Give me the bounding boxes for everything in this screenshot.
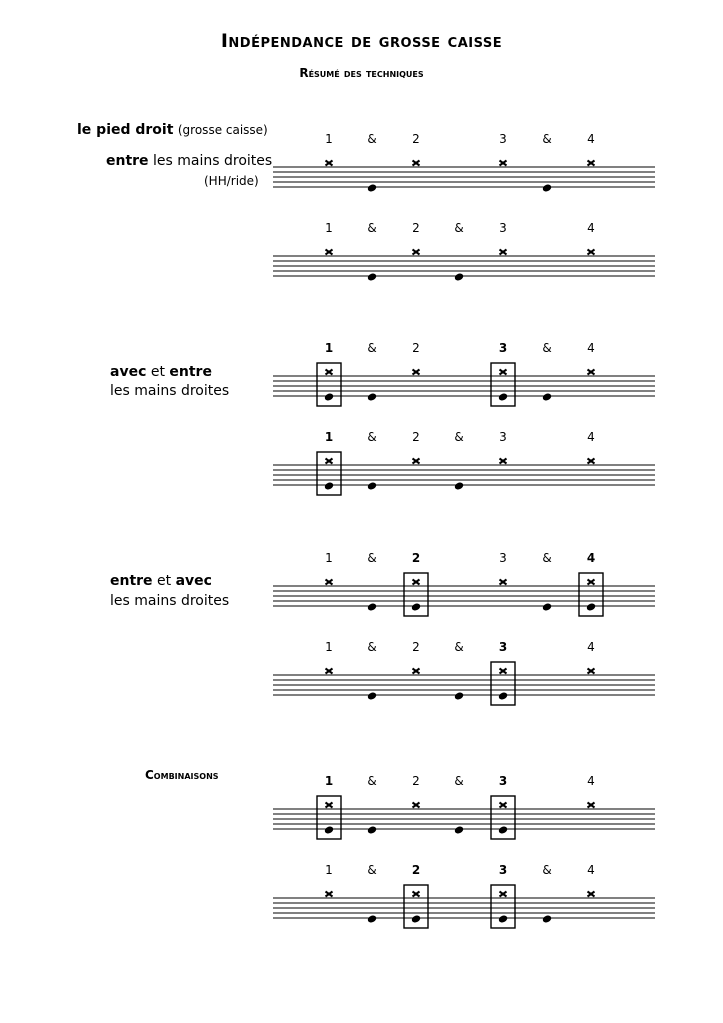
count-label: 4 bbox=[587, 132, 595, 146]
bassdrum-note bbox=[367, 825, 378, 835]
count-label: & bbox=[542, 341, 552, 355]
hihat-note bbox=[500, 459, 507, 464]
bassdrum-note bbox=[454, 481, 465, 491]
count-label: 1 bbox=[325, 221, 333, 235]
bassdrum-note bbox=[367, 183, 378, 193]
section2-mid: et bbox=[146, 364, 170, 380]
count-label: 3 bbox=[498, 341, 508, 355]
bassdrum-note bbox=[367, 392, 378, 402]
count-label: 4 bbox=[586, 551, 596, 565]
section3-bold-a: entre bbox=[110, 573, 153, 589]
hihat-note bbox=[413, 669, 420, 674]
count-label: 3 bbox=[499, 221, 507, 235]
hihat-note bbox=[326, 161, 333, 166]
hihat-note bbox=[326, 250, 333, 255]
hihat-note bbox=[413, 892, 420, 897]
section1-sub-rest: les mains droites bbox=[148, 153, 273, 169]
count-label: 1 bbox=[325, 132, 333, 146]
count-label: 2 bbox=[411, 551, 421, 565]
count-label: & bbox=[454, 640, 464, 654]
hihat-note bbox=[588, 250, 595, 255]
count-label: 2 bbox=[412, 341, 420, 355]
hihat-note bbox=[500, 370, 507, 375]
hihat-note bbox=[326, 892, 333, 897]
count-label: 1 bbox=[325, 640, 333, 654]
count-label: 2 bbox=[412, 774, 420, 788]
count-label: 3 bbox=[498, 774, 508, 788]
bassdrum-note bbox=[324, 481, 335, 491]
bassdrum-note bbox=[367, 914, 378, 924]
bassdrum-note bbox=[542, 183, 553, 193]
count-label: & bbox=[367, 132, 377, 146]
hihat-note bbox=[588, 161, 595, 166]
hihat-note bbox=[500, 161, 507, 166]
count-label: & bbox=[367, 551, 377, 565]
bassdrum-note bbox=[586, 602, 597, 612]
bassdrum-note bbox=[542, 392, 553, 402]
count-label: 4 bbox=[587, 221, 595, 235]
page-title: Indépendance de grosse caisse bbox=[220, 30, 503, 52]
hihat-note bbox=[413, 803, 420, 808]
hihat-note bbox=[326, 669, 333, 674]
count-label: 3 bbox=[498, 640, 508, 654]
count-label: 3 bbox=[498, 863, 508, 877]
section3-line2: les mains droites bbox=[110, 593, 230, 609]
section2-line2: les mains droites bbox=[110, 383, 230, 399]
bassdrum-note bbox=[542, 914, 553, 924]
count-label: & bbox=[542, 551, 552, 565]
hihat-note bbox=[588, 803, 595, 808]
hihat-note bbox=[588, 370, 595, 375]
bassdrum-note bbox=[498, 825, 509, 835]
bassdrum-note bbox=[367, 691, 378, 701]
section1-sub2: (HH/ride) bbox=[204, 174, 259, 188]
count-label: 2 bbox=[412, 430, 420, 444]
count-label: 2 bbox=[412, 132, 420, 146]
hihat-note bbox=[326, 370, 333, 375]
bassdrum-note bbox=[367, 272, 378, 282]
count-label: 4 bbox=[587, 863, 595, 877]
bassdrum-note bbox=[498, 392, 509, 402]
count-label: 2 bbox=[412, 221, 420, 235]
combinaisons-heading: Combinaisons bbox=[145, 768, 219, 782]
count-label: & bbox=[542, 863, 552, 877]
hihat-note bbox=[326, 803, 333, 808]
count-label: & bbox=[367, 430, 377, 444]
count-label: & bbox=[367, 863, 377, 877]
count-label: & bbox=[367, 341, 377, 355]
count-label: & bbox=[367, 774, 377, 788]
section2-bold-b: entre bbox=[169, 364, 212, 380]
count-label: 1 bbox=[324, 774, 334, 788]
bassdrum-note bbox=[324, 392, 335, 402]
bassdrum-note bbox=[411, 602, 422, 612]
bassdrum-note bbox=[411, 914, 422, 924]
bassdrum-note bbox=[454, 691, 465, 701]
hihat-note bbox=[413, 459, 420, 464]
section1-sub-bold: entre bbox=[106, 153, 149, 169]
bassdrum-note bbox=[498, 691, 509, 701]
hihat-note bbox=[413, 580, 420, 585]
bassdrum-note bbox=[324, 825, 335, 835]
bassdrum-note bbox=[498, 914, 509, 924]
bassdrum-note bbox=[454, 272, 465, 282]
bassdrum-note bbox=[367, 602, 378, 612]
count-label: & bbox=[454, 221, 464, 235]
section3-bold-b: avec bbox=[175, 573, 212, 589]
count-label: 1 bbox=[324, 341, 334, 355]
bassdrum-note bbox=[367, 481, 378, 491]
count-label: 1 bbox=[324, 430, 334, 444]
count-label: 1 bbox=[325, 551, 333, 565]
count-label: & bbox=[542, 132, 552, 146]
section3-mid: et bbox=[152, 573, 176, 589]
hihat-note bbox=[413, 370, 420, 375]
hihat-note bbox=[413, 161, 420, 166]
hihat-note bbox=[588, 580, 595, 585]
count-label: 4 bbox=[587, 640, 595, 654]
hihat-note bbox=[588, 892, 595, 897]
count-label: 2 bbox=[411, 863, 421, 877]
count-label: 3 bbox=[499, 430, 507, 444]
count-label: 3 bbox=[499, 551, 507, 565]
count-label: & bbox=[454, 430, 464, 444]
hihat-note bbox=[500, 250, 507, 255]
count-label: 1 bbox=[325, 863, 333, 877]
hihat-note bbox=[413, 250, 420, 255]
hihat-note bbox=[588, 459, 595, 464]
count-label: 4 bbox=[587, 774, 595, 788]
bassdrum-note bbox=[542, 602, 553, 612]
hihat-note bbox=[500, 803, 507, 808]
count-label: 2 bbox=[412, 640, 420, 654]
hihat-note bbox=[326, 459, 333, 464]
bassdrum-note bbox=[454, 825, 465, 835]
hihat-note bbox=[326, 580, 333, 585]
count-label: 4 bbox=[587, 341, 595, 355]
count-label: 3 bbox=[499, 132, 507, 146]
hihat-note bbox=[500, 580, 507, 585]
count-label: & bbox=[367, 221, 377, 235]
hihat-note bbox=[588, 669, 595, 674]
section2-bold-a: avec bbox=[110, 364, 147, 380]
section1-rest: (grosse caisse) bbox=[177, 123, 268, 137]
hihat-note bbox=[500, 892, 507, 897]
page-subtitle: Résumé des techniques bbox=[299, 66, 424, 80]
count-label: & bbox=[454, 774, 464, 788]
count-label: 4 bbox=[587, 430, 595, 444]
hihat-note bbox=[500, 669, 507, 674]
count-label: & bbox=[367, 640, 377, 654]
section1-bold: le pied droit bbox=[77, 122, 174, 138]
